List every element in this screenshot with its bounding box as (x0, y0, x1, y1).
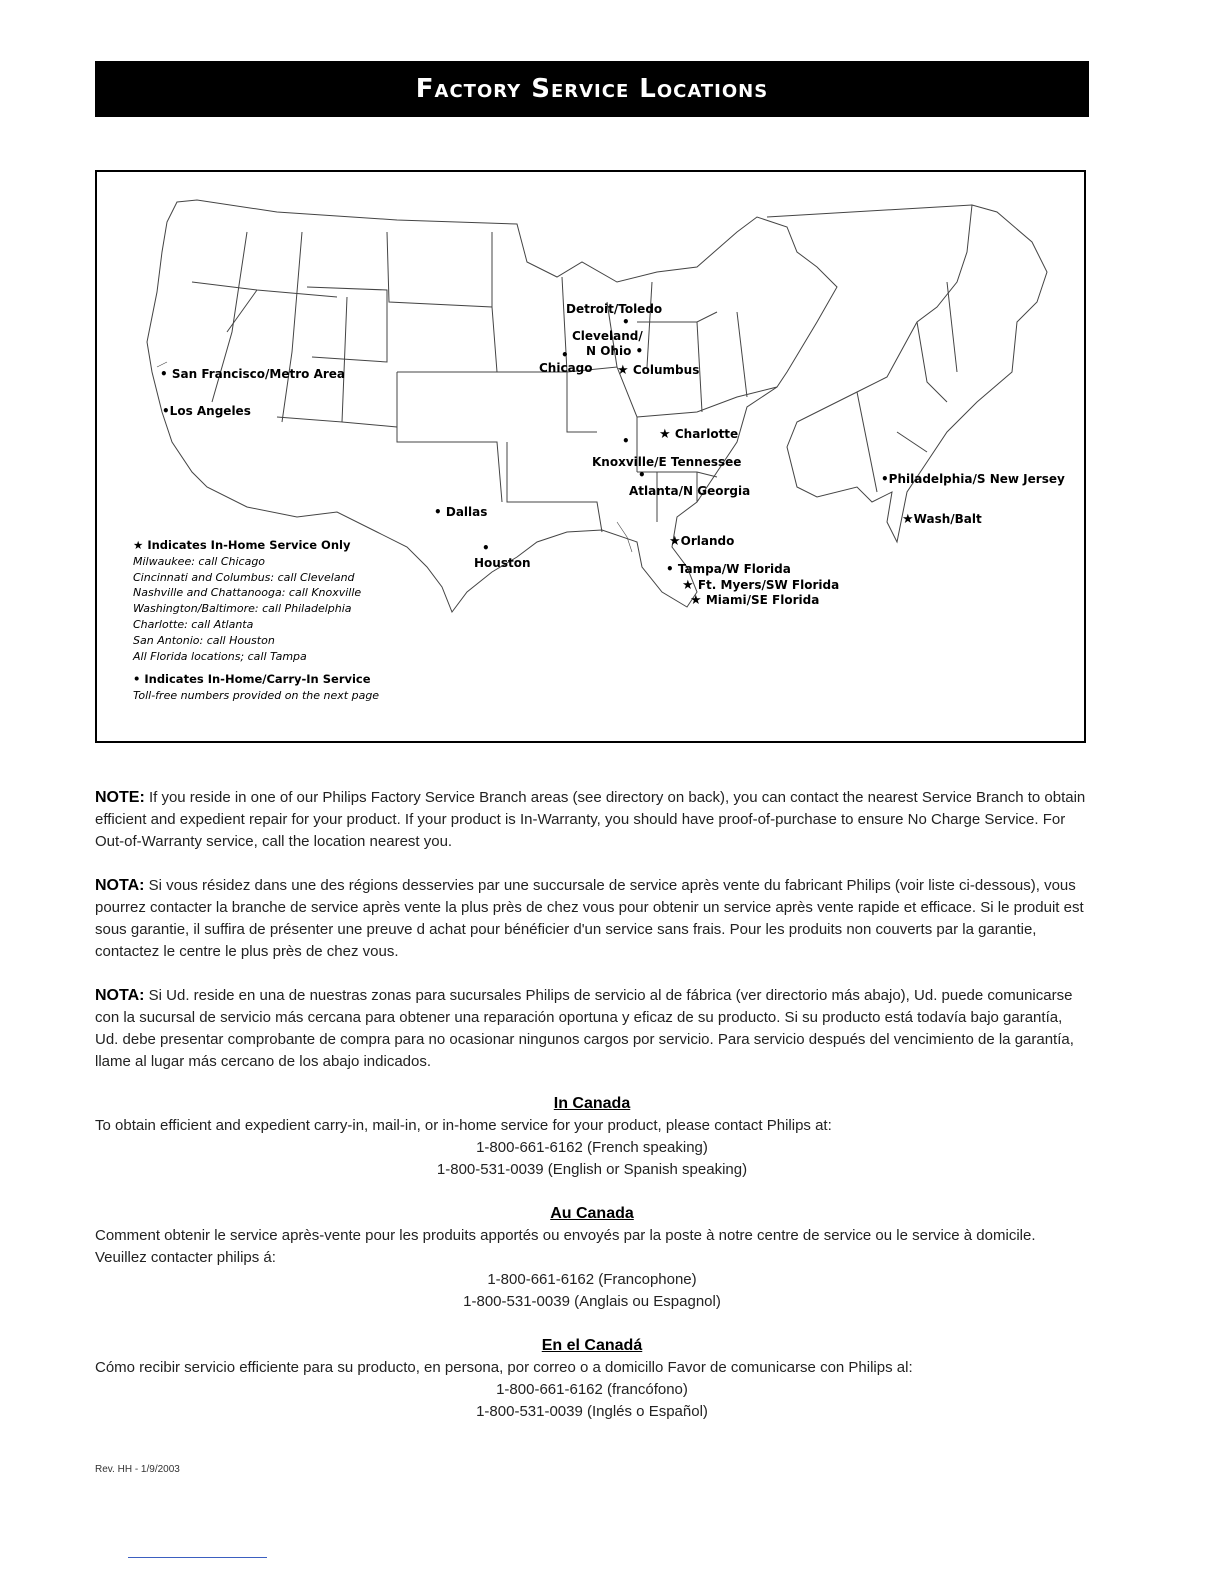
note-french: NOTA: Si vous résidez dans une des régions desservies par une succursale de service après vente du fabricant Philips (voir liste ci-dessous), vous pourrez contacter la branche de service après vente la plus près de chez vous pour obtenir un service après vente rapide et efficace. Si le produit est sous garantie, il suffira de présenter une preuve d achat pour bénéficier d'un service sans frais. Pour les produits non couverts par la garantie, contactez le centre le plus près de chez vous. (95, 877, 1084, 960)
section-body: Comment obtenir le service après-vente pour les produits apportés ou envoyés par la poste à notre centre de service ou le service à domicile. Veuillez contacter philips á: (95, 1227, 1036, 1266)
city-tampa: • Tampa/W Florida (666, 562, 791, 576)
phone-number: 1-800-661-6162 (Francophone) (487, 1271, 697, 1288)
canada-spanish-section (95, 1335, 1089, 1423)
legend-carry-in-note: Toll-free numbers provided on the next page (133, 689, 380, 703)
city-charlotte: ★ Charlotte (659, 427, 739, 442)
phone-number: 1-800-531-0039 (Inglés o Español) (476, 1403, 708, 1420)
section-heading: In Canada (553, 1095, 631, 1112)
legend-note: All Florida locations; call Tampa (133, 649, 307, 663)
city-detroit: Detroit/Toledo (566, 302, 663, 316)
legend-note: Nashville and Chattanooga: call Knoxville (133, 586, 362, 600)
city-chicago: Chicago (539, 361, 593, 375)
page-title: Factory Service Locations (415, 74, 769, 104)
legend-note: Milwaukee: call Chicago (133, 554, 266, 568)
canada-french-section (95, 1203, 1089, 1313)
city-knoxville: Knoxville/E Tennessee (592, 455, 742, 469)
phone-number: 1-800-531-0039 (English or Spanish speaking) (436, 1161, 748, 1178)
section-heading: Au Canada (550, 1205, 634, 1222)
city-cleveland: Cleveland/ (572, 329, 643, 343)
city-n-ohio: N Ohio • (586, 344, 644, 358)
city-los-angeles: •Los Angeles (162, 404, 251, 418)
section-body: To obtain efficient and expedient carry-in, mail-in, or in-home service for your product, please contact Philips at: (95, 1117, 832, 1134)
city-dallas: • Dallas (434, 505, 488, 519)
star-icon: ★ (902, 512, 914, 527)
city-houston-dot: • (482, 541, 490, 555)
phone-number: 1-800-661-6162 (francófono) (496, 1381, 688, 1398)
phone-number: 1-800-661-6162 (French speaking) (476, 1139, 708, 1156)
star-icon: ★ (682, 578, 694, 593)
page-title-bar (95, 61, 1089, 117)
legend-carry-in-title: • Indicates In-Home/Carry-In Service (133, 672, 371, 687)
city-columbus: ★ Columbus (617, 363, 700, 378)
city-philadelphia: •Philadelphia/S New Jersey (881, 472, 1065, 486)
section-body: Cómo recibir servicio efficiente para su producto, en persona, por correo o a domicillo Favor de comunicarse con Philips al: (95, 1359, 913, 1376)
city-orlando: ★Orlando (669, 534, 735, 549)
note-english: NOTE: If you reside in one of our Philips Factory Service Branch areas (see directory on back), you can contact the nearest Service Branch to obtain efficient and expedient repair for your product. If your product is In-Warranty, you should have proof-of-purchase to ensure No Charge Service. For Out-of-Warranty service, call the location nearest you. (95, 789, 1086, 850)
city-atlanta-dot: • (638, 468, 646, 482)
section-heading: En el Canadá (541, 1337, 643, 1354)
legend-note: Cincinnati and Columbus: call Cleveland (133, 570, 355, 584)
city-knoxville-dot: • (622, 434, 630, 448)
city-houston: Houston (474, 556, 531, 570)
city-miami: ★ Miami/SE Florida (690, 593, 820, 608)
star-icon: ★ (617, 363, 629, 378)
revision-label: Rev. HH - 1/9/2003 (95, 1464, 180, 1475)
legend-in-home-title: ★ Indicates In-Home Service Only (133, 538, 351, 552)
city-san-francisco: • San Francisco/Metro Area (160, 367, 346, 381)
city-ft-myers: ★ Ft. Myers/SW Florida (682, 578, 840, 593)
star-icon: ★ (659, 427, 671, 442)
canada-english-section (95, 1093, 1089, 1181)
map-legend (133, 538, 379, 704)
city-detroit-dot: • (622, 315, 630, 329)
city-atlanta: Atlanta/N Georgia (629, 484, 751, 498)
service-locations-map (95, 170, 1086, 743)
note-spanish: NOTA: Si Ud. reside en una de nuestras zonas para sucursales Philips de servicio al de fábrica (ver directorio más abajo), Ud. puede comunicarse con la sucursal de servicio más cercana para obtener una reparación oportuna y eficaz de su producto. Si su producto está todavía bajo garantía, Ud. debe presentar comprobante de compra para no ocasionar ningunos cargos por servicio. Para servicio después del vencimiento de la garantía, llame al lugar más cercano de los abajo indicados. (95, 987, 1074, 1070)
city-chicago-dot: • (561, 348, 569, 362)
star-icon: ★ (690, 593, 702, 608)
star-icon: ★ (669, 534, 681, 549)
phone-number: 1-800-531-0039 (Anglais ou Espagnol) (463, 1293, 721, 1310)
divider (128, 1557, 267, 1558)
legend-note: Charlotte: call Atlanta (133, 617, 254, 631)
legend-note: San Antonio: call Houston (133, 633, 275, 647)
legend-note: Washington/Baltimore: call Philadelphia (133, 602, 352, 616)
city-wash-balt: ★Wash/Balt (902, 512, 982, 527)
